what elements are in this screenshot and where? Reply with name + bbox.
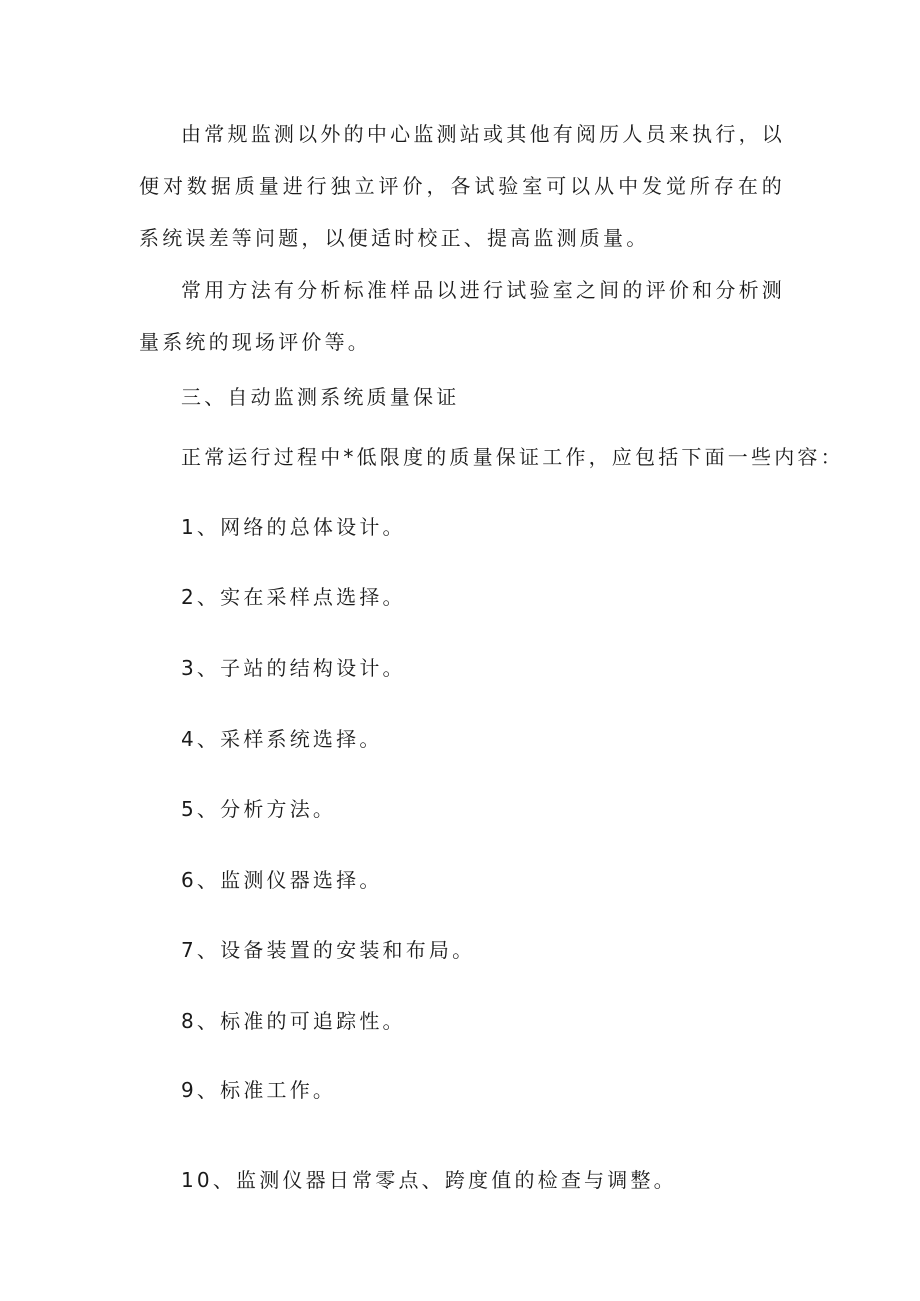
list-item: 3、子站的结构设计。 xyxy=(181,656,406,680)
paragraph-2: 常用方法有分析标准样品以进行试验室之间的评价和分析测量系统的现场评价等。 xyxy=(139,278,785,354)
list-item: 10、监测仪器日常零点、跨度值的检查与调整。 xyxy=(181,1168,677,1192)
list-item: 6、监测仪器选择。 xyxy=(181,868,383,892)
list-item: 8、标准的可追踪性。 xyxy=(181,1009,406,1033)
section-heading: 三、自动监测系统质量保证 xyxy=(181,385,460,409)
list-item: 4、采样系统选择。 xyxy=(181,727,383,751)
list-item: 9、标准工作。 xyxy=(181,1078,337,1102)
list-item: 2、实在采样点选择。 xyxy=(181,585,406,609)
paragraph-1: 由常规监测以外的中心监测站或其他有阅历人员来执行，以便对数据质量进行独立评价，各试验室可以从中发觉所存在的系统误差等问题，以便适时校正、提高监测质量。 xyxy=(139,122,785,250)
list-item: 1、网络的总体设计。 xyxy=(181,515,406,539)
list-item: 7、设备装置的安装和布局。 xyxy=(181,938,476,962)
intro-text: 正常运行过程中*低限度的质量保证工作，应包括下面一些内容： xyxy=(181,445,844,469)
list-item: 5、分析方法。 xyxy=(181,797,337,821)
